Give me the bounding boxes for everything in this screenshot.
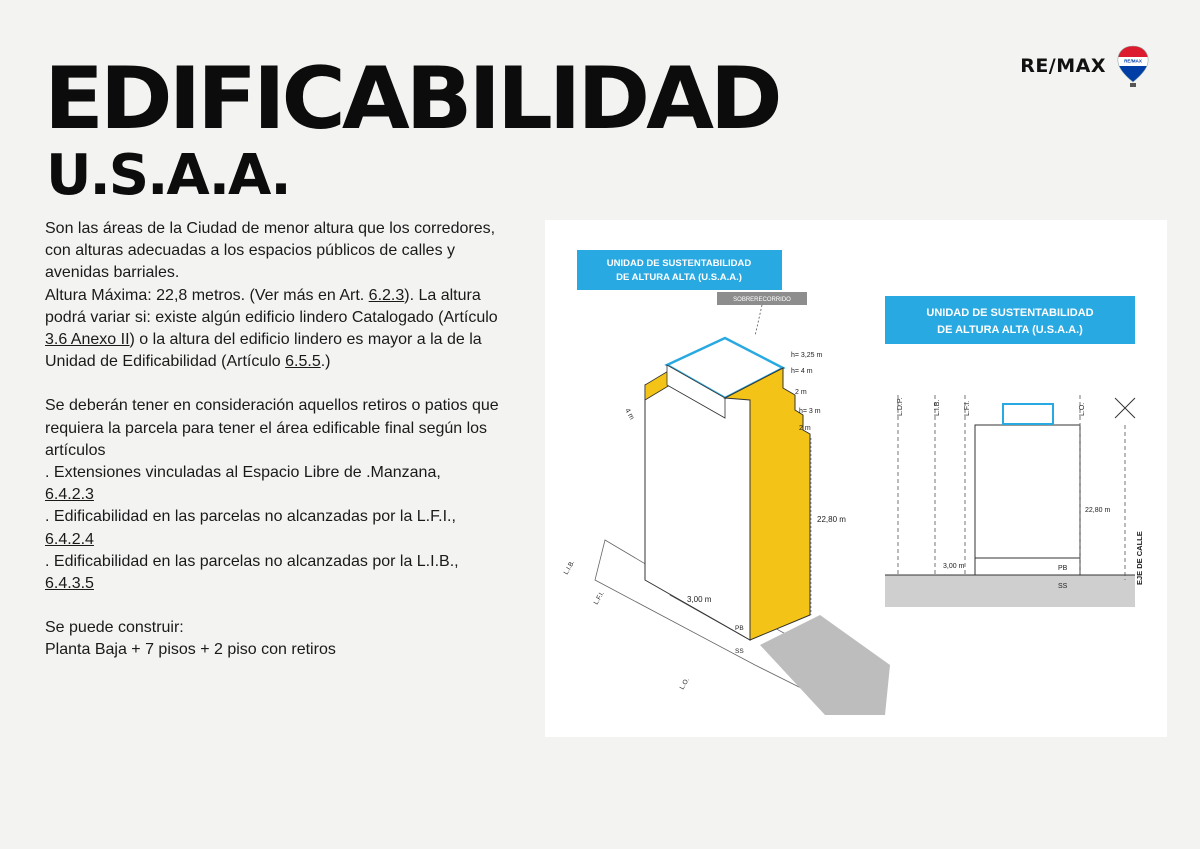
svg-text:22,80 m: 22,80 m: [817, 515, 846, 524]
svg-text:SS: SS: [1058, 583, 1068, 590]
usaa-diagram-svg: [545, 220, 1167, 737]
article-link-6-5-5[interactable]: 6.5.5: [285, 353, 321, 371]
svg-text:L.F.I.: L.F.I.: [964, 400, 971, 416]
svg-text:PB: PB: [1058, 565, 1068, 572]
svg-text:L.D.P.: L.D.P.: [897, 397, 904, 416]
ground-section: [885, 575, 1135, 607]
svg-text:h= 4 m: h= 4 m: [791, 368, 813, 375]
body-text: [45, 218, 520, 662]
sidewalk: [760, 615, 890, 715]
svg-text:2 m: 2 m: [799, 425, 811, 432]
article-link-6-2-3[interactable]: 6.2.3: [368, 286, 405, 304]
svg-text:L.O.: L.O.: [678, 676, 691, 691]
svg-text:RE/MAX: RE/MAX: [1124, 58, 1142, 64]
intro-paragraph: Son las áreas de la Ciudad de menor altura que los corredores, con alturas adecuadas a los espacios públicos de calles y avenidas barriales.: [45, 220, 496, 282]
svg-text:SS: SS: [735, 648, 744, 655]
setbacks-paragraph: Se deberán tener en consideración aquellos retiros o patios que requiera la parcela para tener el área edificable final según los artículos: [45, 397, 499, 459]
article-link-6-4-3-5[interactable]: 6.4.3.5: [45, 575, 94, 593]
svg-text:UNIDAD DE SUSTENTABILIDAD: UNIDAD DE SUSTENTABILIDAD: [926, 307, 1094, 319]
brand: [1020, 44, 1150, 88]
svg-text:L.I.B.: L.I.B.: [934, 399, 941, 416]
axis-cross-icon: [1115, 398, 1135, 418]
svg-text:22,80 m: 22,80 m: [1085, 507, 1111, 514]
height-paragraph: Altura Máxima: 22,8 metros. (Ver más en Art. 6.2.3). La altura podrá variar si: existe algún edificio lindero Catalogado (Artículo 3.6 Anexo II) o la altura del edificio lindero es mayor a la de la Unidad de Edificabilidad (Artículo 6.5.5.): [45, 286, 498, 371]
svg-text:UNIDAD DE SUSTENTABILIDAD: UNIDAD DE SUSTENTABILIDAD: [606, 258, 752, 269]
svg-text:4 m: 4 m: [623, 407, 636, 422]
svg-text:PB: PB: [735, 625, 744, 632]
build-summary: Planta Baja + 7 pisos + 2 piso con retiros: [45, 641, 336, 659]
article-link-3-6-anexo[interactable]: 3.6 Anexo II: [45, 331, 130, 349]
article-link-6-4-2-3[interactable]: 6.4.2.3: [45, 486, 94, 504]
svg-text:EJE DE CALLE: EJE DE CALLE: [1135, 531, 1144, 585]
svg-text:L.I.B.: L.I.B.: [562, 559, 577, 576]
balloon-icon: [1116, 44, 1150, 88]
svg-text:DE ALTURA ALTA (U.S.A.A.): DE ALTURA ALTA (U.S.A.A.): [937, 324, 1083, 336]
section-building: [975, 425, 1080, 575]
page-subtitle: U.S.A.A.: [46, 143, 290, 208]
svg-text:3,00 m: 3,00 m: [687, 595, 712, 604]
svg-text:L.O.: L.O.: [1079, 402, 1086, 416]
section-retreat: [1003, 404, 1053, 424]
svg-text:L.F.I.: L.F.I.: [592, 590, 606, 606]
brand-name: RE/MAX: [1020, 55, 1106, 77]
list-item: . Extensiones vinculadas al Espacio Libre de .Manzana,: [45, 464, 441, 482]
svg-text:h= 3 m: h= 3 m: [799, 408, 821, 415]
build-heading: Se puede construir:: [45, 619, 184, 637]
svg-text:h= 3,25 m: h= 3,25 m: [791, 352, 823, 359]
left-label-box: [577, 250, 782, 290]
usaa-diagram: [545, 220, 1167, 737]
svg-text:SOBRERECORRIDO: SOBRERECORRIDO: [733, 297, 791, 303]
svg-text:DE ALTURA ALTA (U.S.A.A.): DE ALTURA ALTA (U.S.A.A.): [616, 272, 742, 283]
svg-text:2 m: 2 m: [795, 389, 807, 396]
list-item: . Edificabilidad en las parcelas no alcanzadas por la L.F.I.,: [45, 508, 456, 526]
right-label-box: [885, 296, 1135, 344]
article-link-6-4-2-4[interactable]: 6.4.2.4: [45, 530, 94, 548]
list-item: . Edificabilidad en las parcelas no alcanzadas por la L.I.B.,: [45, 552, 459, 570]
svg-text:3,00 m: 3,00 m: [943, 563, 965, 570]
page-title: EDIFICABILIDAD: [44, 49, 779, 149]
